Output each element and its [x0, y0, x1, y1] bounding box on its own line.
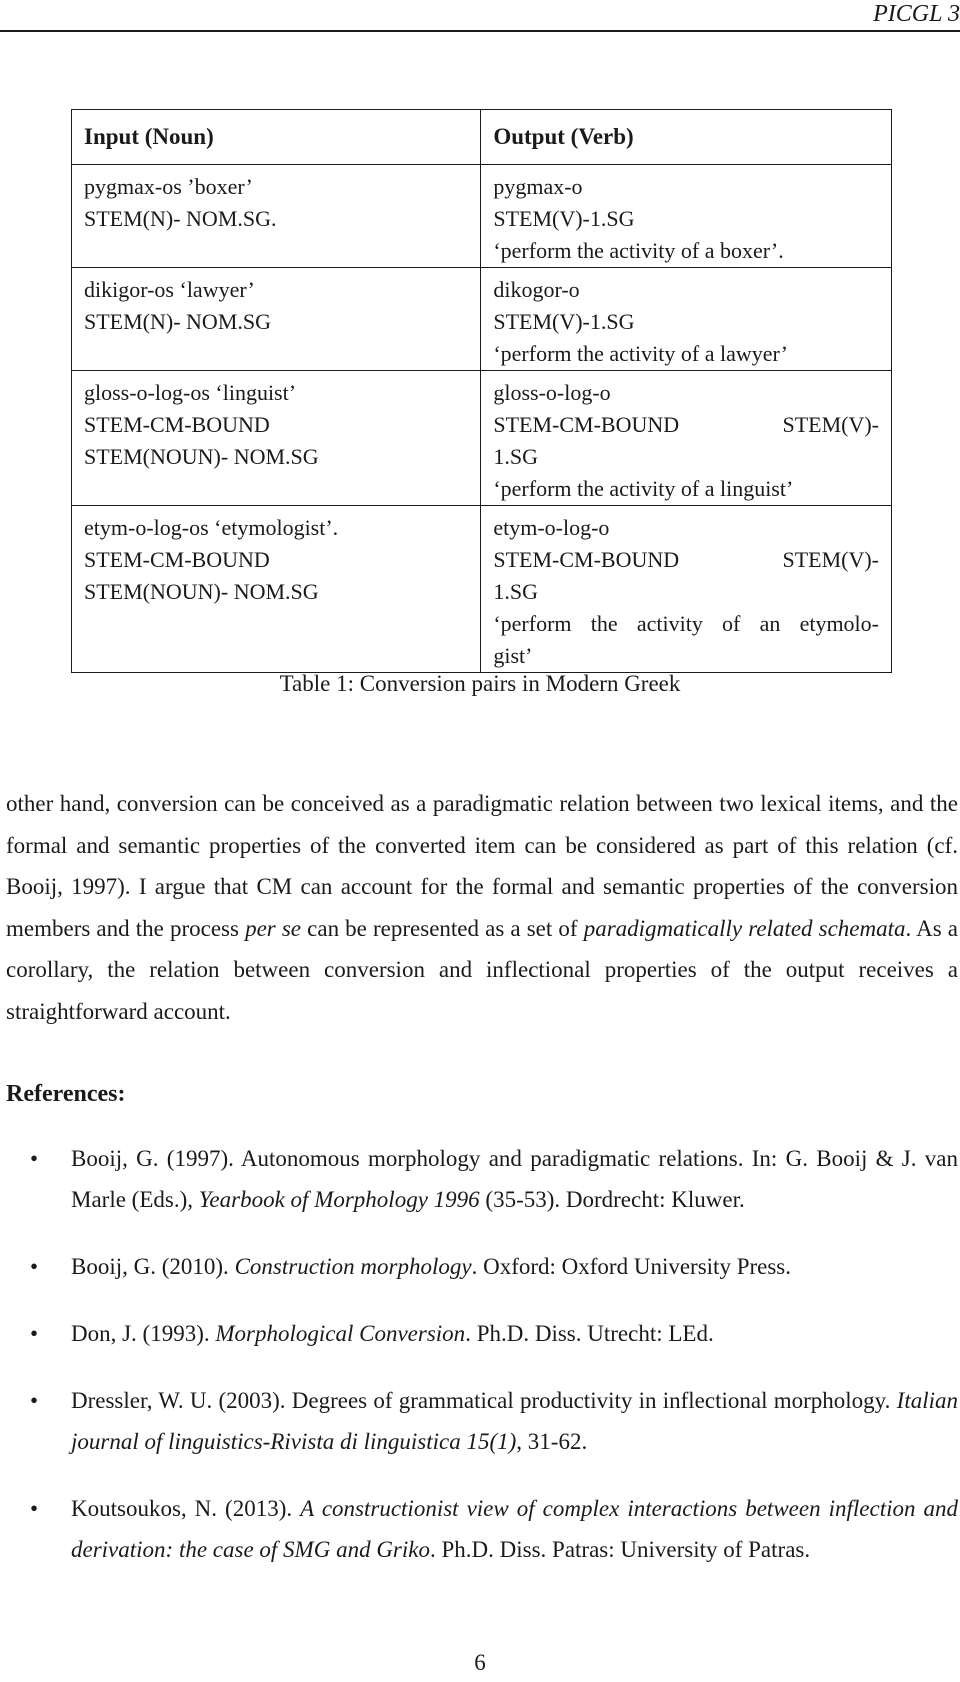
- reference-title: A constructionist view of complex interactions between inflection and derivation: the case of SMG and Griko: [71, 1496, 958, 1562]
- cell-line: STEM(V)-1.SG: [493, 206, 635, 231]
- running-header: PICGL 3: [873, 1, 960, 27]
- reference-text: Booij, G. (2010).: [71, 1254, 235, 1279]
- cell-line: ‘perform the activity of a lawyer’: [493, 341, 788, 366]
- header-rule: [0, 30, 960, 32]
- reference-text: . Oxford: Oxford University Press.: [471, 1254, 791, 1279]
- body-text: can be represented as a set of: [301, 915, 584, 941]
- list-item: [0, 1313, 958, 1354]
- body-text: other hand, conversion can be conceived as a paradigmatic relation between two lexical items, and the formal and semantic properties of the converted item can be considered as part of this relation (cf. Booij, 1997). I argue that CM can account for the formal and semantic properties of the conversion members and the process: [6, 791, 958, 941]
- cell-line: 1.SG: [493, 579, 538, 604]
- table-cell-input: [72, 506, 481, 673]
- bullet-icon: •: [30, 1496, 39, 1521]
- cell-line: STEM(N)- NOM.SG.: [84, 206, 277, 231]
- table-cell-input: [72, 268, 481, 371]
- table-cell-output: [481, 371, 892, 506]
- cell-line: dikigor-os ‘lawyer’: [84, 277, 255, 302]
- table-cell-input: [72, 165, 481, 268]
- cell-line: etym-o-log-os ‘etymologist’.: [84, 515, 339, 540]
- cell-line: ‘perform the activity of an etymolo-: [493, 611, 879, 636]
- reference-text: , 31-62.: [516, 1429, 588, 1454]
- reference-text: Booij, G. (1997). Autonomous morphology and paradigmatic relations. In: G. Booij & J. van Marle (Eds.),: [71, 1146, 958, 1212]
- references-heading: References:: [6, 1081, 126, 1107]
- list-item: [0, 1246, 958, 1287]
- cell-line: STEM(V)-1.SG: [493, 309, 635, 334]
- table-cell-output: [481, 268, 892, 371]
- column-header-output: Output (Verb): [481, 110, 892, 165]
- body-paragraph: [6, 783, 958, 1032]
- cell-line: ‘perform the activity of a boxer’.: [493, 238, 784, 263]
- bullet-icon: •: [30, 1254, 39, 1279]
- reference-title: Construction morphology: [234, 1254, 472, 1279]
- reference-text: (35-53). Dordrecht: Kluwer.: [479, 1187, 745, 1212]
- cell-line: pygmax-os ’boxer’: [84, 174, 253, 199]
- table-row: [72, 506, 892, 673]
- table-cell-output: [481, 506, 892, 673]
- cell-line: pygmax-o: [493, 174, 583, 199]
- cell-line: 1.SG: [493, 444, 538, 469]
- cell-line: gloss-o-log-o: [493, 380, 611, 405]
- reference-text: Koutsoukos, N. (2013).: [71, 1496, 301, 1521]
- reference-title: Yearbook of Morphology 1996: [198, 1187, 480, 1212]
- bullet-icon: •: [30, 1321, 39, 1346]
- list-item: [0, 1138, 958, 1220]
- list-item: [0, 1488, 958, 1570]
- reference-text: . Ph.D. Diss. Utrecht: LEd.: [465, 1321, 714, 1346]
- reference-text: Don, J. (1993).: [71, 1321, 216, 1346]
- reference-title: Morphological Conversion: [215, 1321, 466, 1346]
- reference-text: Dressler, W. U. (2003). Degrees of grammatical productivity in inflectional morphology.: [71, 1388, 897, 1413]
- table-caption: Table 1: Conversion pairs in Modern Greek: [279, 671, 681, 696]
- cell-line: STEM-CM-BOUND STEM(V)-: [493, 547, 879, 572]
- table-row: [72, 268, 892, 371]
- table-row: [72, 371, 892, 506]
- cell-line: gist’: [493, 643, 533, 668]
- cell-line: STEM-CM-BOUND: [84, 547, 270, 572]
- conversion-table: [71, 109, 892, 673]
- table-header-row: [72, 110, 892, 165]
- reference-text: . Ph.D. Diss. Patras: University of Patras.: [429, 1537, 811, 1562]
- bullet-icon: •: [30, 1146, 39, 1171]
- body-italic-text: per se: [245, 915, 302, 941]
- list-item: [0, 1380, 958, 1462]
- cell-line: dikogor-o: [493, 277, 580, 302]
- bullet-icon: •: [30, 1388, 39, 1413]
- cell-line: ‘perform the activity of a linguist’: [493, 476, 794, 501]
- cell-line: etym-o-log-o: [493, 515, 610, 540]
- reference-list: [0, 1138, 958, 1596]
- page-number: 6: [474, 1650, 486, 1675]
- table-row: [72, 165, 892, 268]
- body-text: . As a corollary, the relation between conversion and inflectional properties of the output receives a straightforward account.: [6, 915, 959, 1024]
- reference-title: Italian journal of linguistics-Rivista di linguistica 15(1): [71, 1388, 958, 1454]
- cell-line: STEM(NOUN)- NOM.SG: [84, 579, 319, 604]
- cell-line: gloss-o-log-os ‘linguist’: [84, 380, 297, 405]
- table-cell-output: [481, 165, 892, 268]
- cell-line: STEM-CM-BOUND: [84, 412, 270, 437]
- table-cell-input: [72, 371, 481, 506]
- column-header-input: Input (Noun): [72, 110, 481, 165]
- body-italic-text: paradigmatically related schemata: [583, 915, 906, 941]
- cell-line: STEM-CM-BOUND STEM(V)-: [493, 412, 879, 437]
- cell-line: STEM(NOUN)- NOM.SG: [84, 444, 319, 469]
- cell-line: STEM(N)- NOM.SG: [84, 309, 271, 334]
